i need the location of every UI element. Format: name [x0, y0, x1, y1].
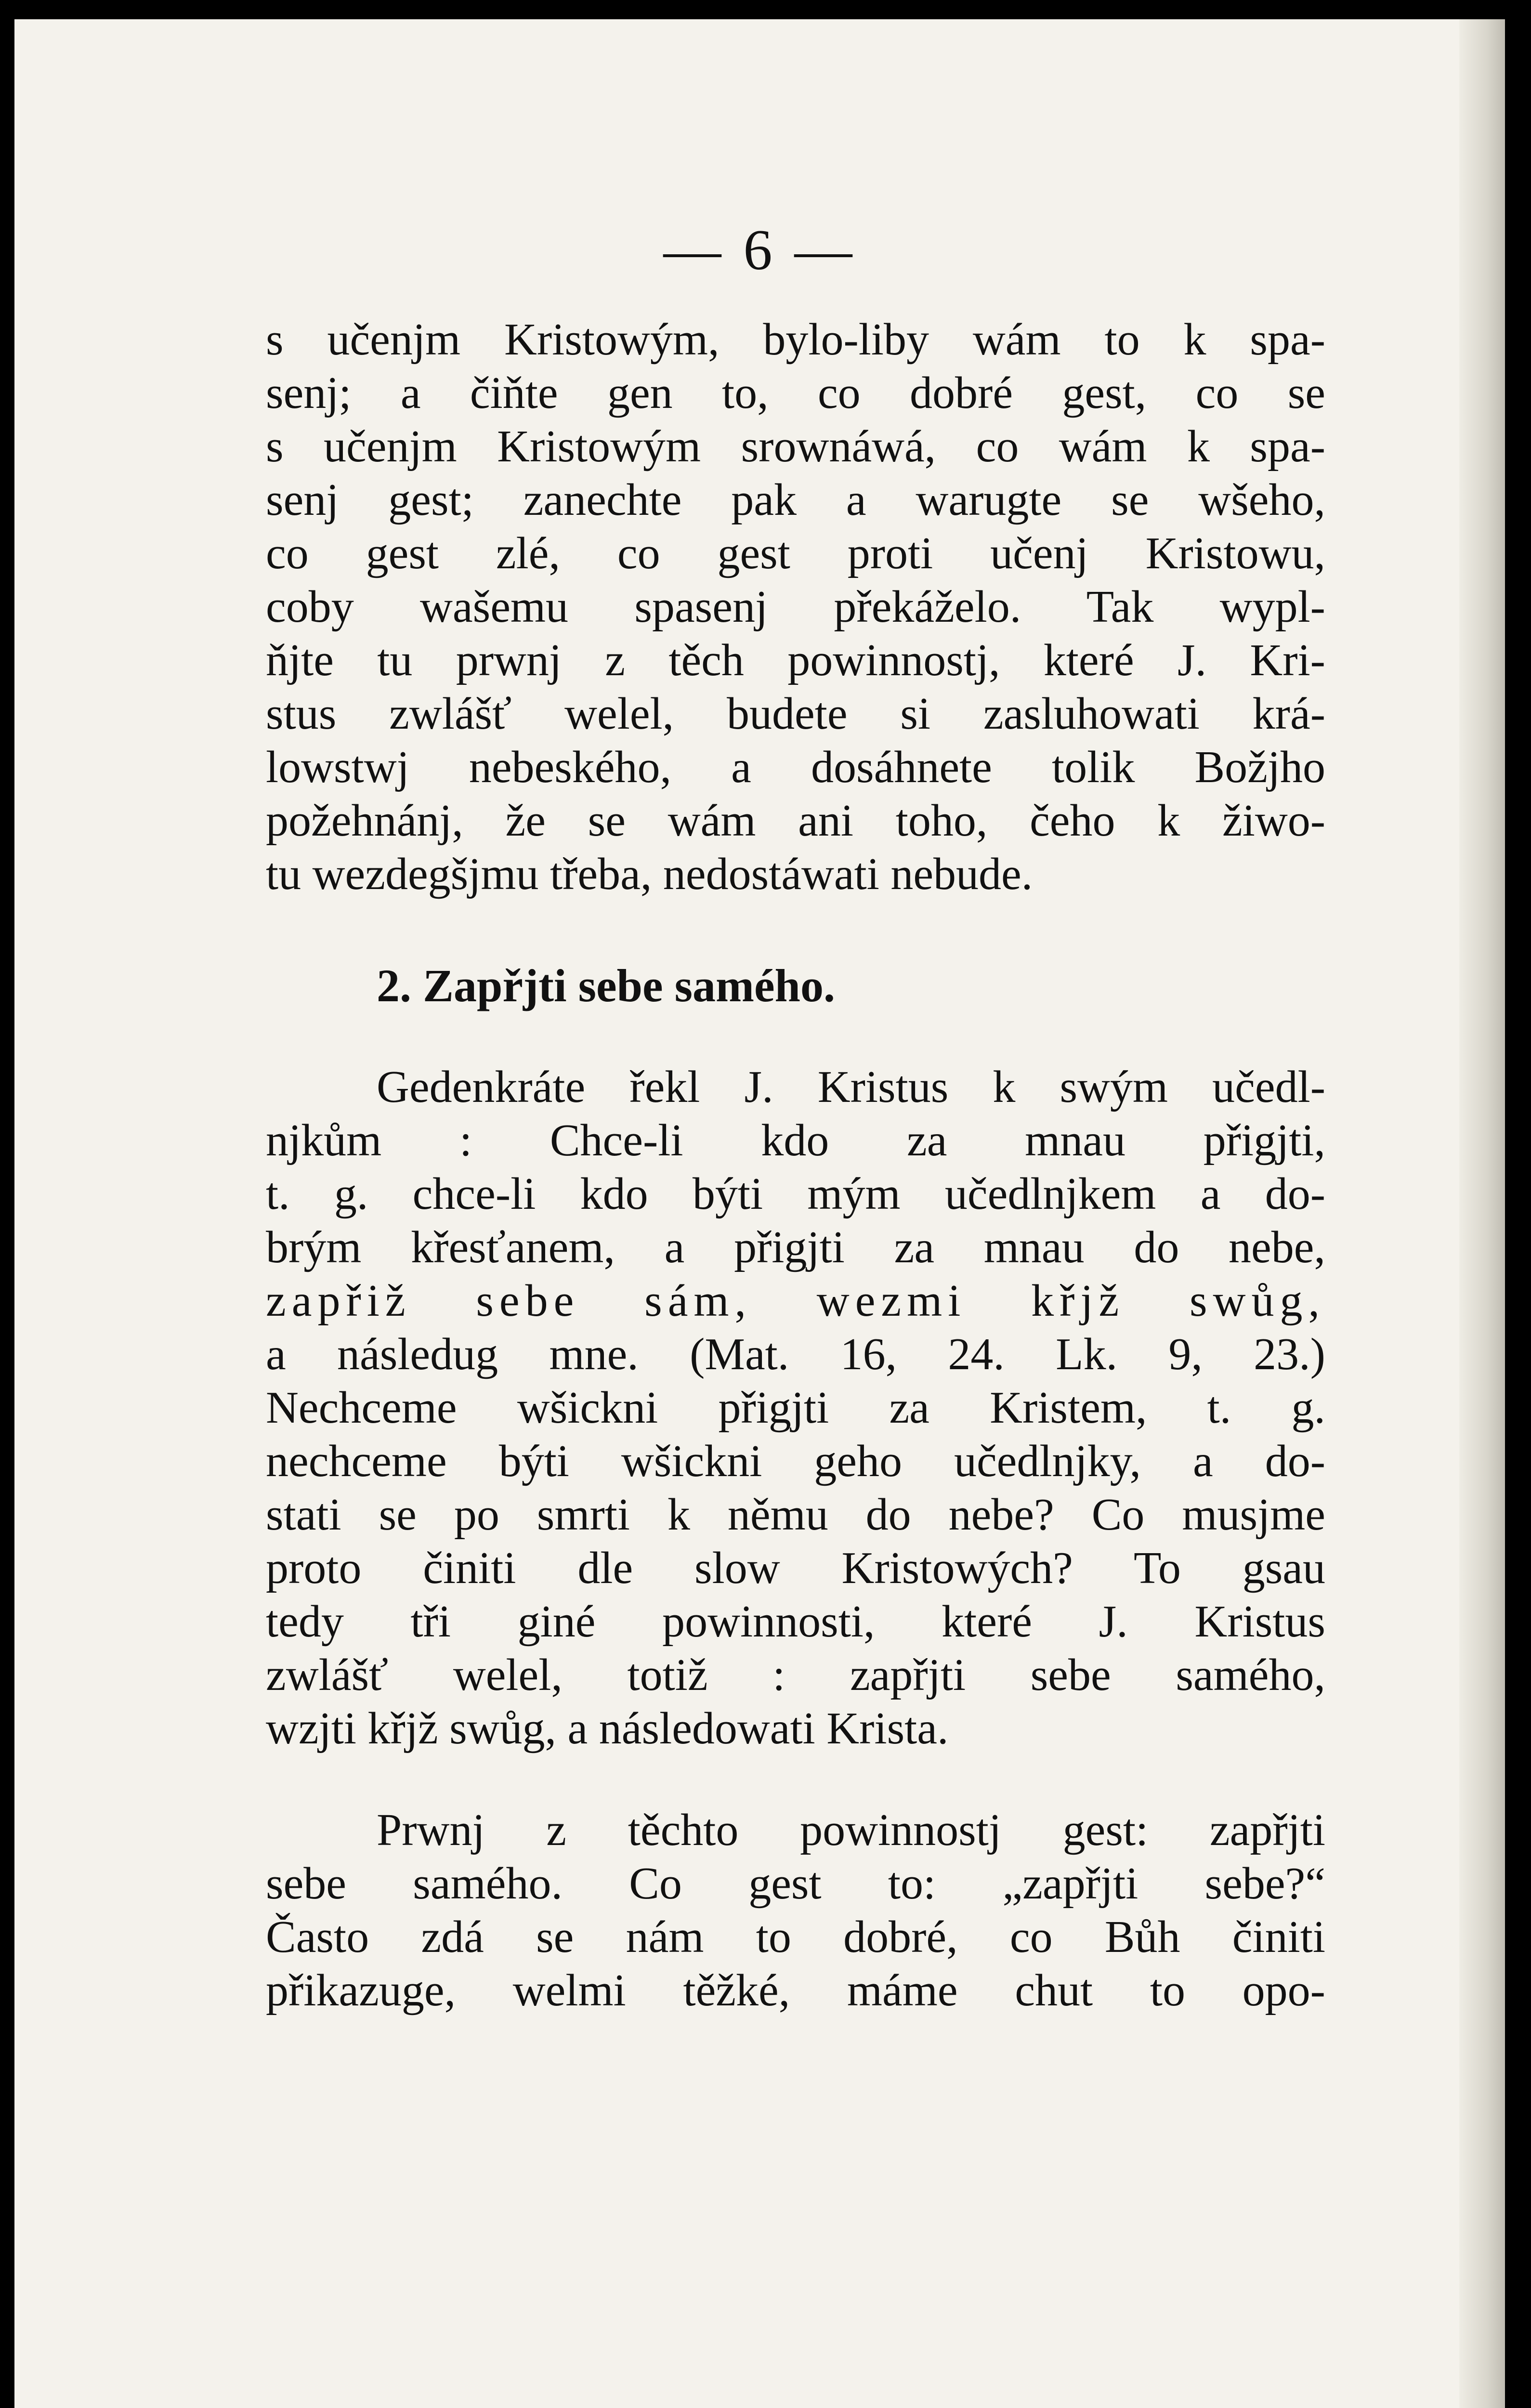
text-line: s učenjm Kristowým, bylo-liby wám to k spa-	[266, 314, 1325, 365]
text-line: lowstwj nebeského, a dosáhnete tolik Božjho	[266, 742, 1325, 792]
text-line: co gest zlé, co gest proti učenj Kristowu,	[266, 528, 1325, 578]
page-text	[266, 313, 1325, 2017]
text-line: coby wašemu spasenj překáželo. Tak wypl-	[266, 582, 1325, 632]
text-line: zwlášť welel, totiž : zapřjti sebe samého,	[266, 1650, 1325, 1700]
book-page	[14, 19, 1505, 2408]
text-line: wzjti křjž swůg, a následowati Krista.	[266, 1703, 949, 1754]
text-line: nechceme býti wšickni geho učedlnjky, a do-	[266, 1436, 1325, 1486]
paragraph-gap	[266, 1755, 1325, 1804]
text-line: brým křesťanem, a přigjti za mnau do nebe,	[266, 1222, 1325, 1272]
text-line: stati se po smrti k němu do nebe? Co musjme	[266, 1490, 1325, 1540]
paragraph-3	[266, 1804, 1325, 2017]
text-line: njkům : Chce-li kdo za mnau přigjti,	[266, 1115, 1325, 1165]
text-line: požehnánj, že se wám ani toho, čeho k žiwo-	[266, 796, 1325, 846]
paragraph-2	[266, 1060, 1325, 1755]
text-line: Nechceme wšickni přigjti za Kristem, t. g.	[266, 1383, 1325, 1433]
text-line: zapřiž sebe sám, wezmi křjž swůg,	[266, 1276, 1325, 1326]
text-line: s učenjm Kristowým srownáwá, co wám k spa-	[266, 421, 1325, 471]
text-line: Prwnj z těchto powinnostj gest: zapřjti	[377, 1805, 1325, 1855]
section-heading: 2. Zapřjti sebe samého.	[377, 960, 835, 1011]
text-line: sebe samého. Co gest to: „zapřjti sebe?“	[266, 1858, 1325, 1909]
text-line: a následug mne. (Mat. 16, 24. Lk. 9, 23.)	[266, 1329, 1325, 1379]
paragraph-1	[266, 313, 1325, 901]
text-line: proto činiti dle slow Kristowých? To gsau	[266, 1543, 1325, 1593]
text-line: ňjte tu prwnj z těch powinnostj, které J. Kri-	[266, 635, 1325, 685]
text-line: senj; a čiňte gen to, co dobré gest, co se	[266, 368, 1325, 418]
text-line: t. g. chce-li kdo býti mým učedlnjkem a do-	[266, 1169, 1325, 1219]
text-line: Často zdá se nám to dobré, co Bůh činiti	[266, 1912, 1325, 1962]
text-line: tedy tři giné powinnosti, které J. Kristus	[266, 1597, 1325, 1647]
text-line: tu wezdegšjmu třeba, nedostáwati nebude.	[266, 849, 1033, 899]
text-line: přikazuge, welmi těžké, máme chut to opo-	[266, 1965, 1325, 2015]
text-line: senj gest; zanechte pak a warugte se wšeho,	[266, 475, 1325, 525]
page-number: — 6 —	[663, 218, 856, 282]
page-edge	[1459, 19, 1505, 2408]
text-line: Gedenkráte řekl J. Kristus k swým učedl-	[377, 1062, 1325, 1112]
text-line: stus zwlášť welel, budete si zasluhowati krá-	[266, 689, 1325, 739]
